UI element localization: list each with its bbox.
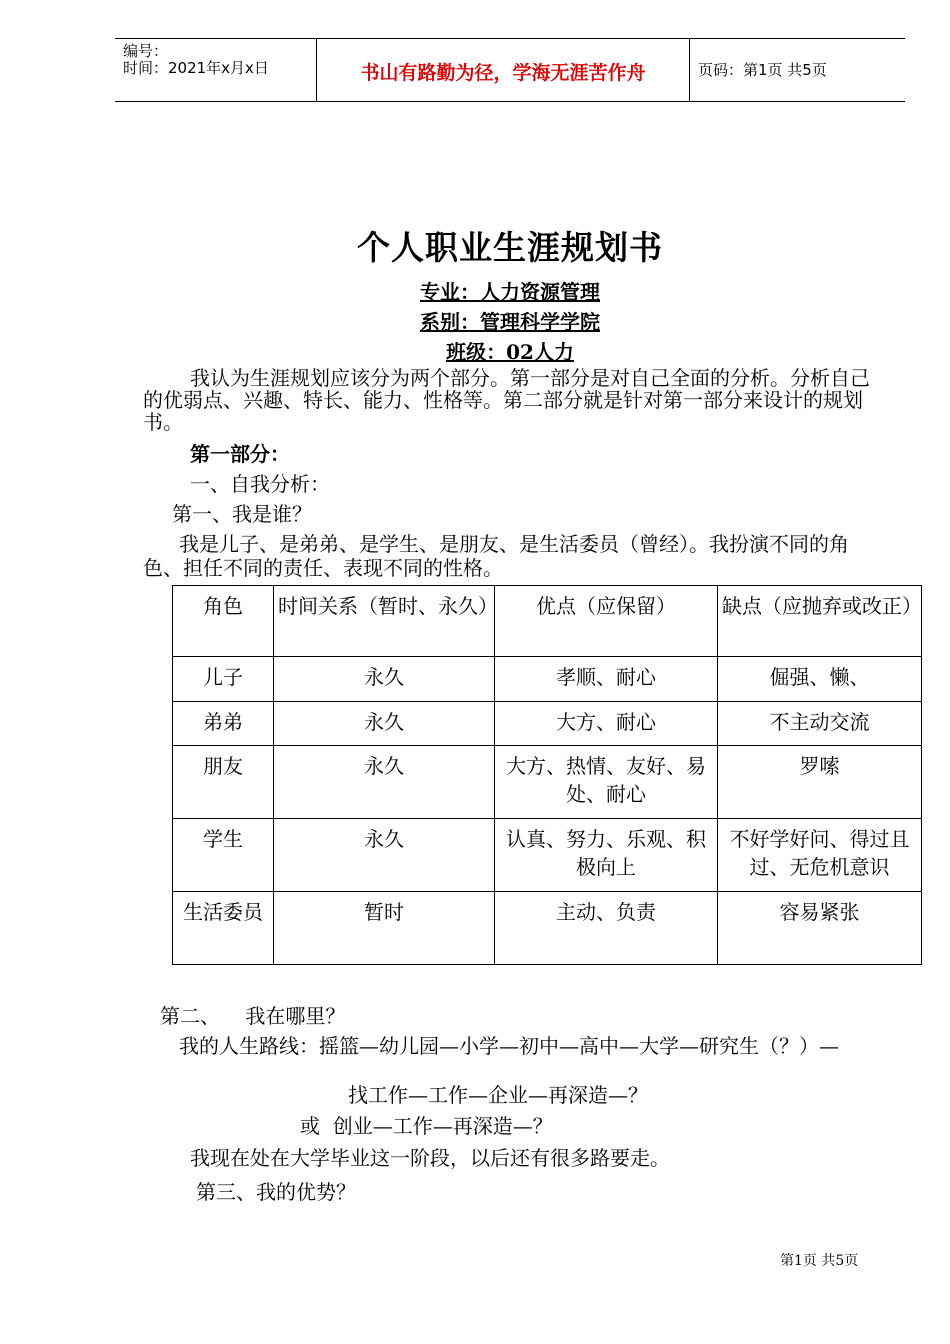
table-header-cell: 时间关系（暂时、永久） [274, 586, 495, 657]
table-row [173, 702, 922, 746]
table-cell: 罗嗦 [718, 746, 922, 819]
department-line: 系别：管理科学学院 [420, 310, 600, 334]
question-who-am-i: 第一、我是谁？ [172, 502, 312, 526]
table-header-row [173, 586, 922, 657]
table-cell: 倔强、懒、 [718, 657, 922, 702]
table-row [173, 746, 922, 819]
table-cell: 永久 [274, 819, 495, 892]
header-page-info: 页码：第1页 共5页 [698, 61, 827, 79]
table-header-cell: 优点（应保留） [495, 586, 718, 657]
section1-heading: 一、自我分析： [190, 472, 330, 496]
table-cell: 弟弟 [173, 702, 274, 746]
table-cell: 暂时 [274, 892, 495, 965]
footer-page-number: 第1页 共5页 [780, 1253, 859, 1269]
table-cell: 学生 [173, 819, 274, 892]
class-line: 班级：02人力 [446, 340, 574, 364]
table-cell: 生活委员 [173, 892, 274, 965]
table-cell: 容易紧张 [718, 892, 922, 965]
table-cell: 认真、努力、乐观、积极向上 [495, 819, 718, 892]
table-cell: 不好学好问、得过且过、无危机意识 [718, 819, 922, 892]
table-cell: 永久 [274, 746, 495, 819]
table-cell: 大方、耐心 [495, 702, 718, 746]
header-divider [689, 39, 690, 101]
intro-paragraph: 我认为生涯规划应该分为两个部分。第一部分是对自己全面的分析。分析自己的优弱点、兴趣、特长、能力、性格等。第二部分就是针对第一部分来设计的规划书。 [143, 366, 870, 434]
who-am-i-text: 我是儿子、是弟弟、是学生、是朋友、是生活委员（曾经）。我扮演不同的角色、担任不同的责任、表现不同的性格。 [143, 532, 849, 580]
header-motto: 书山有路勤为径，学海无涯苦作舟 [360, 62, 646, 84]
part1-heading: 第一部分： [190, 442, 290, 466]
table-cell: 大方、热情、友好、易处、耐心 [495, 746, 718, 819]
roles-table [172, 585, 922, 965]
table-cell: 孝顺、耐心 [495, 657, 718, 702]
life-path-line1: 我的人生路线：摇篮—幼儿园—小学—初中—高中—大学—研究生（？）— [179, 1034, 839, 1058]
table-row [173, 657, 922, 702]
header-time-label: 时间：2021年x月x日 [123, 59, 269, 77]
table-cell: 主动、负责 [495, 892, 718, 965]
table-cell: 永久 [274, 702, 495, 746]
question-where-am-i: 第二、 我在哪里？ [160, 1004, 346, 1028]
life-path-line2: 找工作—工作—企业—再深造—？ [348, 1083, 648, 1107]
table-header-cell: 缺点（应抛弃或改正） [718, 586, 922, 657]
table-row [173, 892, 922, 965]
question-my-strengths: 第三、我的优势？ [196, 1180, 356, 1204]
life-path-line3: 或 创业—工作—再深造—？ [300, 1114, 553, 1138]
table-header-cell: 角色 [173, 586, 274, 657]
table-cell: 儿子 [173, 657, 274, 702]
header-number-label: 编号： [123, 42, 169, 60]
document-title: 个人职业生涯规划书 [357, 228, 663, 267]
table-cell: 不主动交流 [718, 702, 922, 746]
table-cell: 朋友 [173, 746, 274, 819]
table-row [173, 819, 922, 892]
table-cell: 永久 [274, 657, 495, 702]
major-line: 专业：人力资源管理 [420, 280, 600, 304]
page-header [115, 38, 905, 102]
current-stage-text: 我现在处在大学毕业这一阶段，以后还有很多路要走。 [190, 1146, 670, 1170]
